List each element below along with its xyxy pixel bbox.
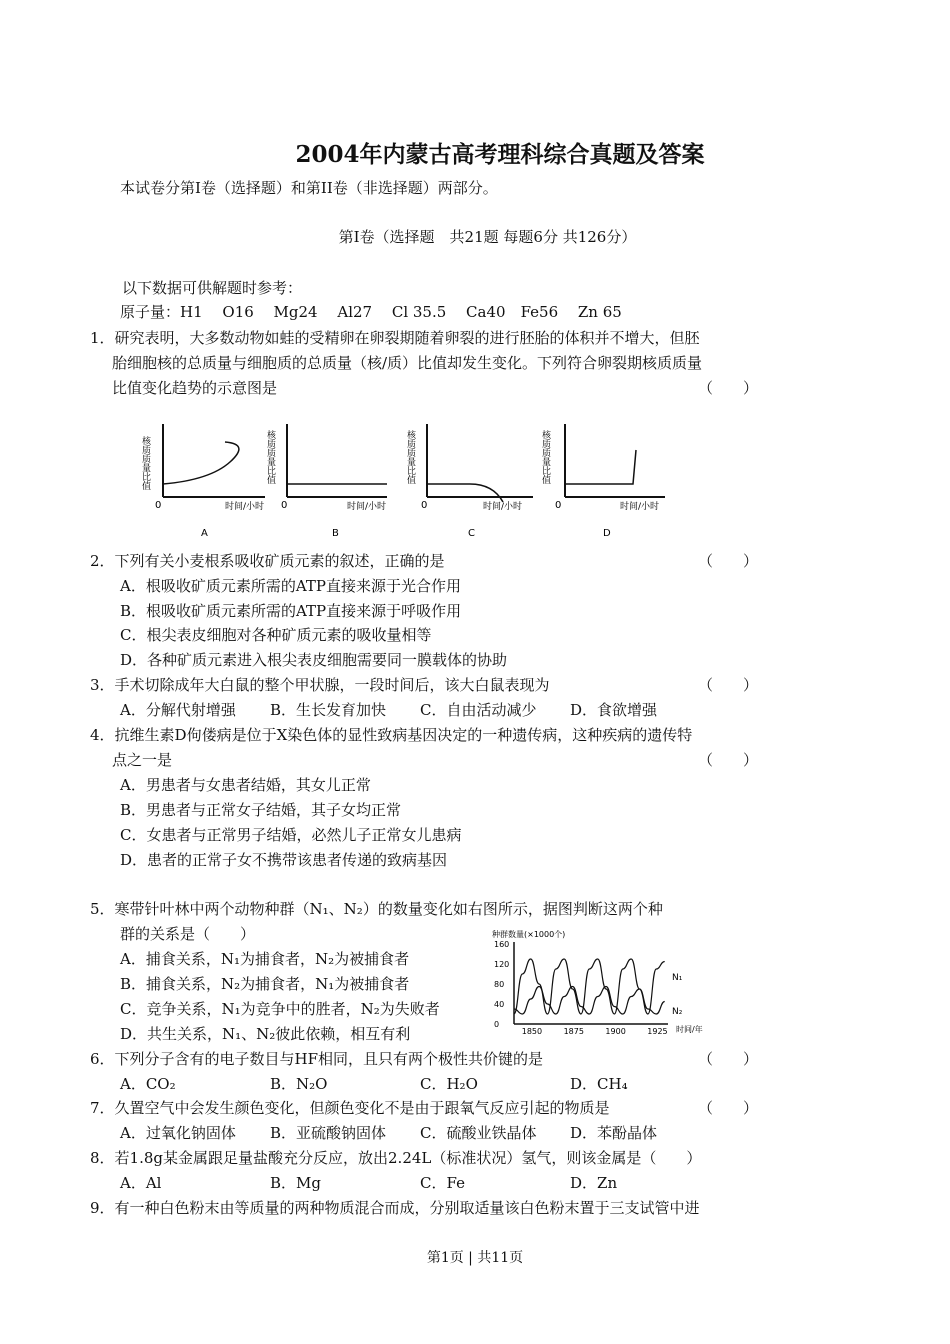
graph-d-xlabel: 时间/小时 [620,502,660,512]
q1-line1: 1．研究表明，大多数动物如蛙的受精卵在卵裂期随着卵裂的进行胚胎的体积并不增大，但胚 [90,329,700,347]
q8-stem: 8．若1.8g某金属跟足量盐酸充分反应，放出2.24L（标准状况）氢气，则该金属是（ ） [90,1149,702,1167]
q6-stem: 6．下列分子含有的电子数目与HF相同，且只有两个极性共价键的是 [90,1050,544,1068]
q2-option-b: B．根吸收矿质元素所需的ATP直接来源于呼吸作用 [120,602,462,620]
q3-option-c: C．自由活动减少 [420,701,537,719]
graph-a-label: A [201,528,208,539]
graph-d-label: D [603,528,611,539]
graph-c-label: C [468,528,475,539]
graph-b-xlabel: 时间/小时 [347,502,387,512]
q7-options [120,1123,720,1143]
q5-line1: 5．寒带针叶林中两个动物种群（N₁、N₂）的数量变化如右图所示，据图判断这两个种 [90,900,663,918]
y-tick-label: 160 [494,940,510,949]
q5-option-c: C．竞争关系，N₁为竞争中的胜者，N₂为失败者 [120,1000,440,1018]
page-title: 2004年内蒙古高考理科综合真题及答案 [295,141,705,168]
q8-option-c: C．Fe [420,1174,465,1192]
q1-answer-blank: （ ） [698,379,759,397]
q6-answer-blank: （ ） [698,1050,759,1068]
q3-option-d: D．食欲增强 [570,701,658,719]
graph-d-ylabel: 核质质量比值 [540,430,550,484]
q6-option-c: C．H₂O [420,1075,478,1093]
q2-stem: 2．下列有关小麦根系吸收矿质元素的叙述，正确的是 [90,552,445,570]
q4-line2: 点之一是 [112,751,173,769]
y-tick-label: 80 [494,980,505,989]
q2-answer-blank: （ ） [698,552,759,570]
y-tick-label: 40 [494,1000,505,1009]
section-heading: 第I卷（选择题 共21题 每题6分 共126分） [338,228,637,246]
graph-d-curve [565,450,636,484]
graph-b [265,424,387,539]
graph-a-origin: 0 [155,500,162,511]
graph-a-curve [163,442,239,484]
q4-answer-blank: （ ） [698,751,759,769]
q1-line2: 胎细胞核的总质量与细胞质的总质量（核/质）比值却发生变化。下列符合卵裂期核质质量 [112,354,703,372]
q5-option-d: D．共生关系，N₁、N₂彼此依赖，相互有利 [120,1025,411,1043]
q6-option-b: B．N₂O [270,1075,328,1093]
q4-option-a: A．男患者与女患者结婚，其女儿正常 [120,776,371,794]
q2-option-d: D．各种矿质元素进入根尖表皮细胞需要同一膜载体的协助 [120,651,508,669]
reference-label: 以下数据可供解题时参考： [122,279,303,297]
graph-c-origin: 0 [421,500,428,511]
q6-options [120,1074,720,1094]
q6-option-d: D．CH₄ [570,1075,628,1093]
q5-option-b: B．捕食关系，N₂为捕食者，N₁为被捕食者 [120,975,410,993]
graph-c-xlabel: 时间/小时 [483,502,523,512]
y-tick-labels [494,940,509,1029]
q7-option-d: D．苯酚晶体 [570,1124,658,1142]
x-tick-label: 1850 [521,1027,543,1036]
graph-b-origin: 0 [281,500,288,511]
q2-option-a: A．根吸收矿质元素所需的ATP直接来源于光合作用 [120,577,461,595]
q7-stem: 7．久置空气中会发生颜色变化，但颜色变化不是由于跟氧气反应引起的物质是 [90,1099,610,1117]
q2-option-c: C．根尖表皮细胞对各种矿质元素的吸收量相等 [120,626,432,644]
q3-stem: 3．手术切除成年大白鼠的整个甲状腺，一段时间后，该大白鼠表现为 [90,676,550,694]
q4-line1: 4．抗维生素D佝偻病是位于X染色体的显性致病基因决定的一种遗传病，这种疾病的遗传特 [90,726,693,744]
q3-option-a: A．分解代射增强 [120,701,236,719]
x-tick-label: 1875 [563,1027,584,1036]
q3-answer-blank: （ ） [698,676,759,694]
series-n1-line [514,959,665,1014]
q8-option-b: B．Mg [270,1174,321,1192]
x-tick-label: 1900 [605,1027,626,1036]
q1-graphs [125,412,665,547]
chart-xlabel: 时间/年 [676,1025,703,1034]
series-n1-label: N₁ [672,973,683,983]
q5-line2: 群的关系是（ ） [120,925,256,943]
x-tick-labels [522,1027,668,1036]
graph-c [405,424,533,539]
y-tick-label: 120 [494,960,510,969]
q8-option-d: D．Zn [570,1174,618,1192]
intro-text: 本试卷分第I卷（选择题）和第II卷（非选择题）两部分。 [120,179,498,197]
series-n2-label: N₂ [672,1007,683,1017]
graph-a-ylabel: 核质质量比值 [140,436,150,490]
graph-d-origin: 0 [555,500,562,511]
q8-option-a: A．Al [120,1174,162,1192]
chart-title: 种群数量(×1000个) [492,930,566,939]
graph-d [540,424,665,539]
q5-option-a: A．捕食关系，N₁为捕食者，N₂为被捕食者 [120,950,410,968]
q4-option-d: D．患者的正常子女不携带该患者传递的致病基因 [120,851,448,869]
graph-a-xlabel: 时间/小时 [225,502,265,512]
q7-option-a: A．过氧化钠固体 [120,1124,236,1142]
y-tick-label: 0 [494,1020,500,1029]
q8-options [120,1173,720,1193]
series-n2-line [514,987,665,1015]
q4-option-b: B．男患者与正常女子结婚，其子女均正常 [120,801,402,819]
q3-option-b: B．生长发育加快 [270,701,387,719]
q7-answer-blank: （ ） [698,1099,759,1117]
population-chart [488,928,720,1038]
graph-c-ylabel: 核质质量比值 [405,430,415,484]
atomic-mass-line: 原子量：H1 O16 Mg24 Al27 Cl 35.5 Ca40 Fe56 Zn 65 [120,303,622,321]
x-tick-label: 1925 [647,1027,668,1036]
graph-b-ylabel: 核质质量比值 [265,430,275,484]
q6-option-a: A．CO₂ [120,1075,176,1093]
q3-options [120,700,720,720]
q7-option-c: C．硫酸业铁晶体 [420,1124,537,1142]
q9-stem: 9．有一种白色粉末由等质量的两种物质混合而成，分别取适量该白色粉末置于三支试管中进 [90,1199,700,1217]
q4-option-c: C．女患者与正常男子结婚，必然儿子正常女儿患病 [120,826,462,844]
page-footer: 第1页 | 共11页 [426,1250,524,1266]
graph-a [140,424,265,539]
q7-option-b: B．亚硫酸钠固体 [270,1124,387,1142]
graph-c-curve [427,484,503,502]
graph-b-label: B [332,528,339,539]
q1-line3: 比值变化趋势的示意图是 [112,379,278,397]
